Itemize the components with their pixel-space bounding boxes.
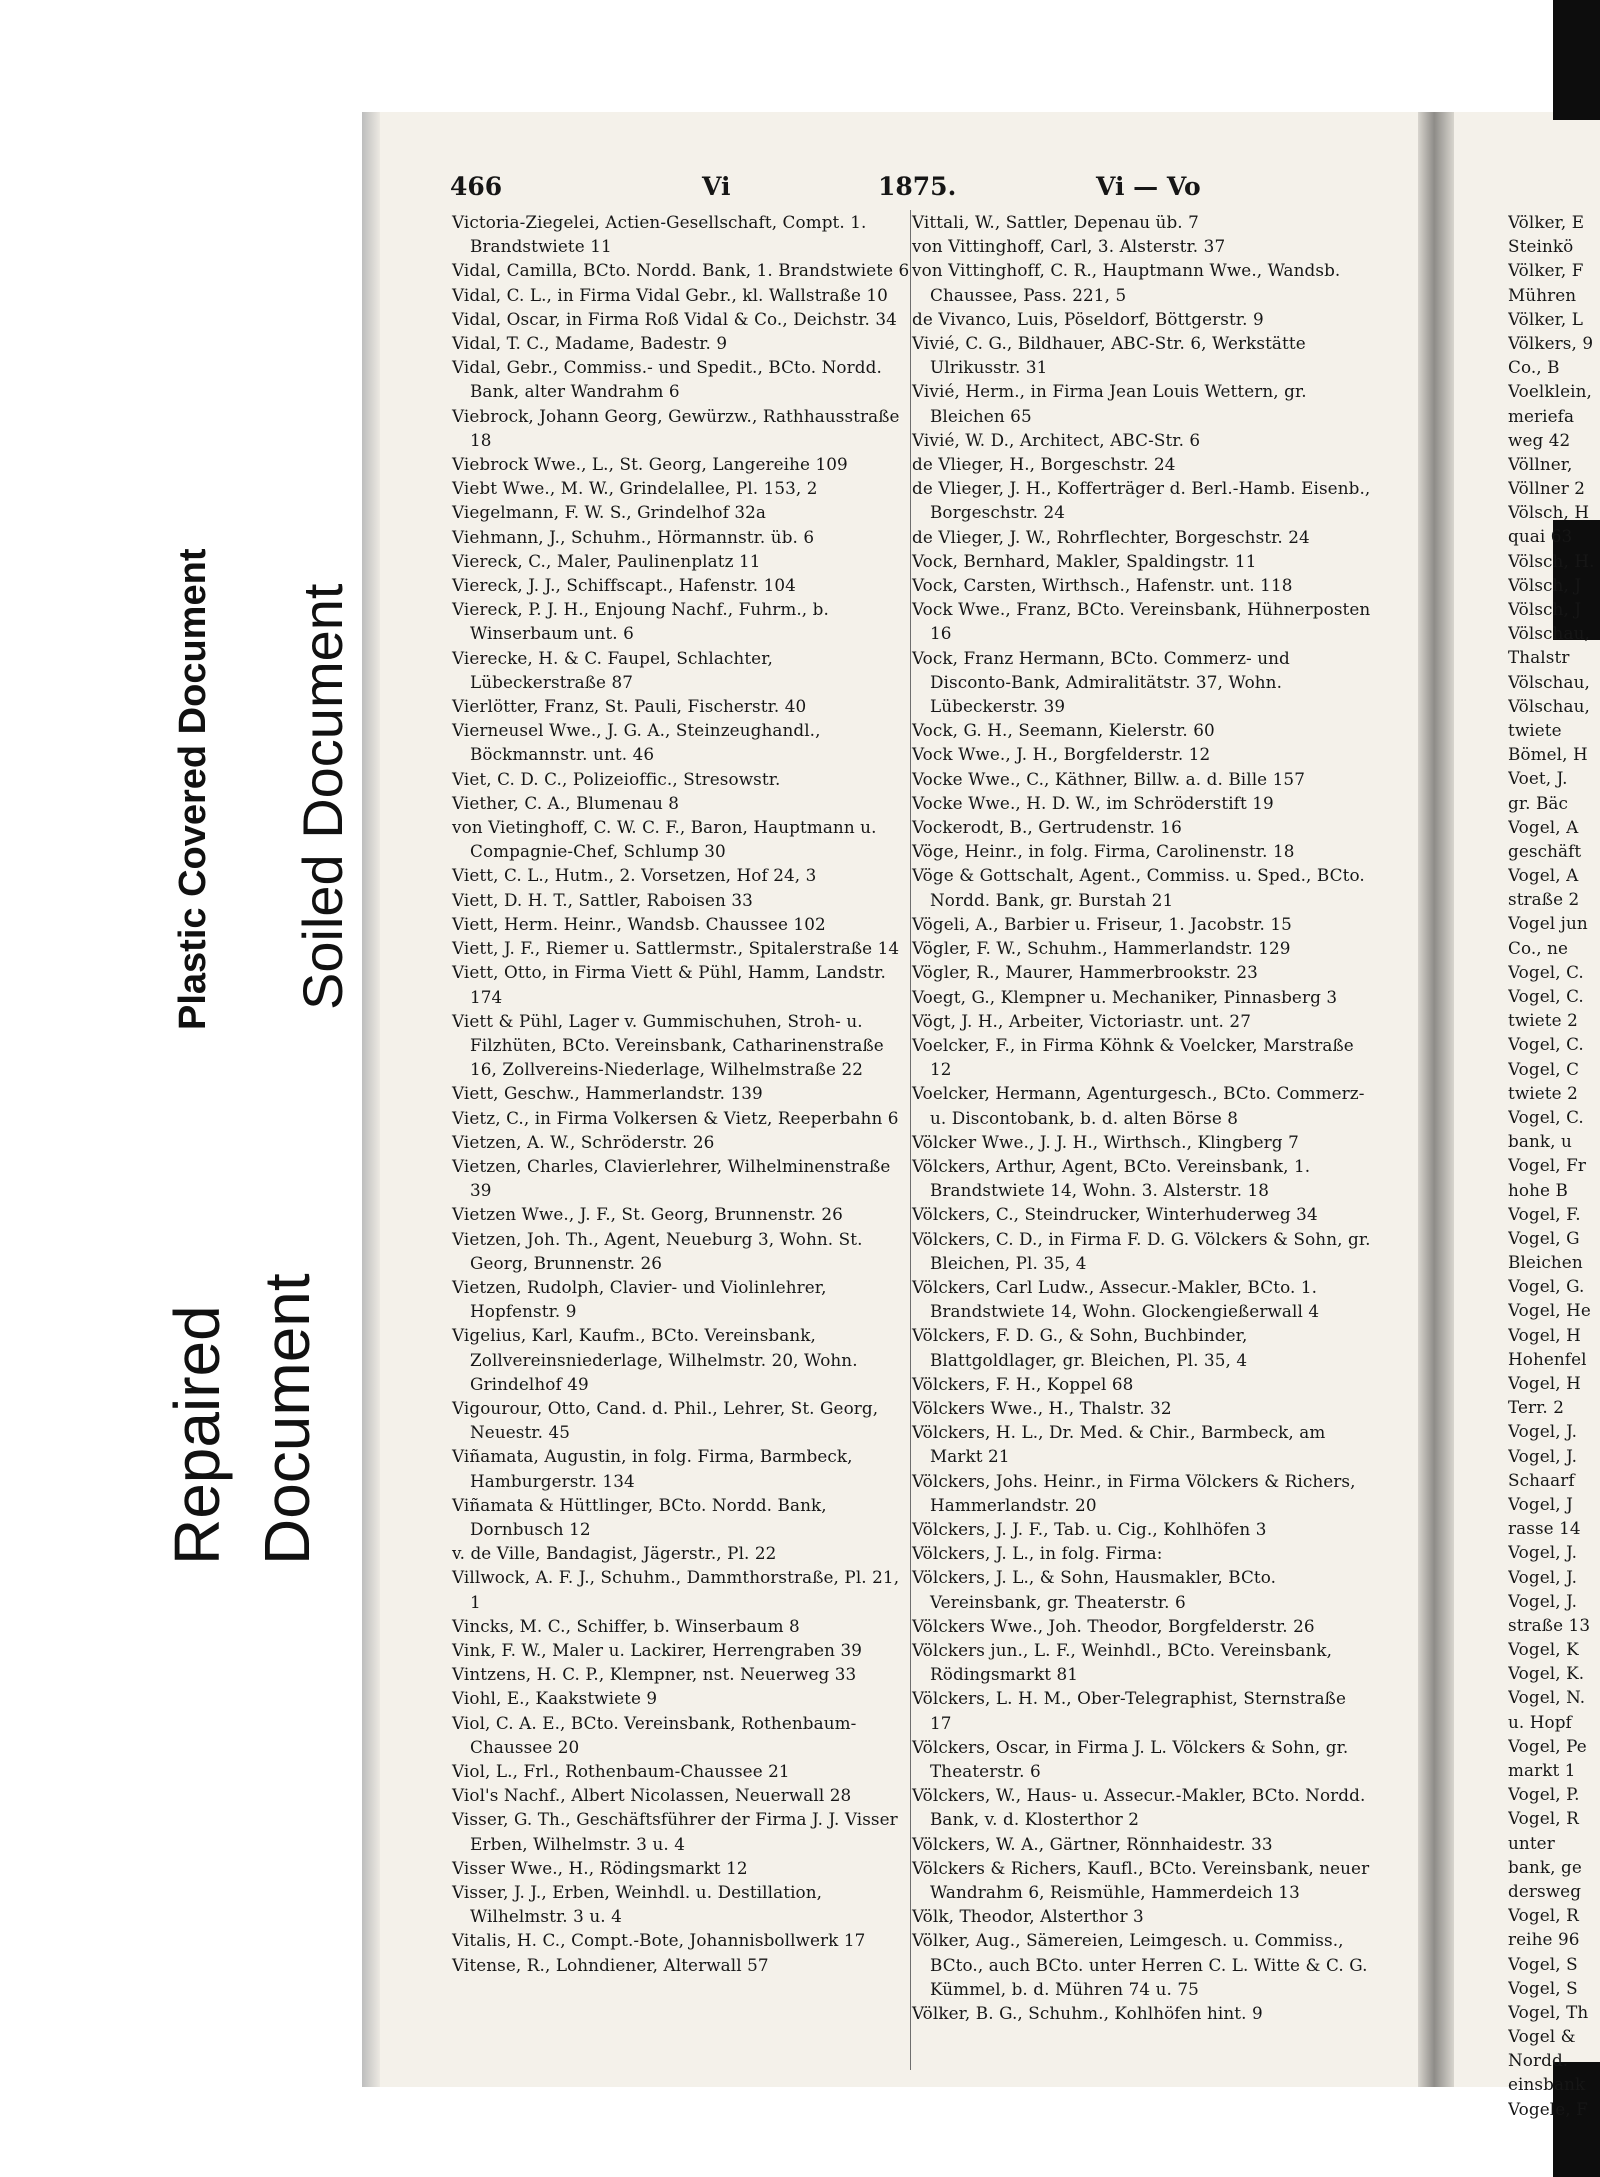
directory-entry-fragment: Vogel jun bbox=[1508, 913, 1588, 934]
directory-entry: Vögler, F. W., Schuhm., Hammerlandstr. 129 bbox=[912, 938, 1291, 959]
directory-entry-fragment: Vogel & bbox=[1508, 2026, 1576, 2047]
directory-entry-fragment: Vogele, F bbox=[1508, 2098, 1588, 2119]
directory-entry: Viett, D. H. T., Sattler, Raboisen 33 bbox=[452, 889, 753, 910]
directory-entry: Völckers jun., L. F., Weinhdl., BCto. Vereinsbank, Rödingsmarkt 81 bbox=[912, 1639, 1333, 1685]
directory-entry: Viebrock Wwe., L., St. Georg, Langereihe 109 bbox=[452, 454, 848, 475]
directory-entry: Völckers, F. D. G., & Sohn, Buchbinder, Blattgoldlager, gr. Bleichen, Pl. 35, 4 bbox=[912, 1325, 1248, 1370]
directory-entry: Viñamata & Hüttlinger, BCto. Nordd. Bank, Dornbusch 12 bbox=[452, 1494, 827, 1539]
book-gutter bbox=[1418, 112, 1454, 2087]
directory-entry-fragment: bank, ge bbox=[1508, 1856, 1582, 1877]
directory-entry: Vögeli, A., Barbier u. Friseur, 1. Jacobstr. 15 bbox=[912, 913, 1292, 934]
directory-entry-fragment: Vogel, A bbox=[1508, 865, 1579, 886]
directory-entry: Viett, Otto, in Firma Viett & Pühl, Hamm, Landstr. 174 bbox=[452, 962, 886, 1007]
directory-entry-fragment: meriefa bbox=[1508, 405, 1575, 426]
directory-entry: Völckers & Richers, Kaufl., BCto. Vereinsbank, neuer Wandrahm 6, Reismühle, Hammerdeich 13 bbox=[912, 1857, 1370, 1903]
directory-entry-fragment: Völsch, J bbox=[1508, 574, 1582, 595]
directory-entry: Viebt Wwe., M. W., Grindelallee, Pl. 153, 2 bbox=[452, 478, 818, 499]
directory-entry-fragment: rasse 14 bbox=[1508, 1518, 1581, 1539]
directory-entry: Viohl, E., Kaakstwiete 9 bbox=[452, 1688, 658, 1709]
directory-entry-fragment: Thalstr bbox=[1508, 647, 1570, 668]
directory-entry: Völckers, L. H. M., Ober-Telegraphist, Sternstraße 17 bbox=[912, 1688, 1347, 1733]
directory-entry-fragment: dersweg bbox=[1508, 1880, 1582, 1901]
directory-entry-fragment: Vogel, J. bbox=[1508, 1445, 1578, 1466]
directory-entry-fragment: Vogel, J. bbox=[1508, 1566, 1578, 1587]
directory-entry: Vietzen, Rudolph, Clavier- und Violinlehrer, Hopfenstr. 9 bbox=[452, 1276, 827, 1322]
directory-entry: Völckers, J. L., in folg. Firma: bbox=[912, 1543, 1163, 1564]
directory-entry-fragment: Völlner, bbox=[1508, 453, 1573, 474]
plastic-covered-label: Plastic Covered Document bbox=[172, 548, 214, 1030]
directory-entry-fragment: Vogel, J. bbox=[1508, 1421, 1578, 1442]
directory-column-right bbox=[912, 210, 1372, 2025]
directory-entry: Völckers Wwe., H., Thalstr. 32 bbox=[912, 1397, 1172, 1418]
directory-entry: Vivié, C. G., Bildhauer, ABC-Str. 6, Werkstätte Ulrikusstr. 31 bbox=[912, 333, 1306, 378]
directory-entry: Vitalis, H. C., Compt.-Bote, Johannisbollwerk 17 bbox=[452, 1930, 866, 1951]
directory-entry-fragment: Völschau, bbox=[1508, 695, 1590, 716]
directory-entry: Viett, Geschw., Hammerlandstr. 139 bbox=[452, 1083, 763, 1104]
directory-entry-fragment: Völlner 2 bbox=[1508, 478, 1586, 499]
repaired-label-line1: Repaired bbox=[161, 1305, 233, 1565]
directory-entry: Voegt, G., Klempner u. Mechaniker, Pinnasberg 3 bbox=[912, 986, 1338, 1007]
directory-entry: Vock Wwe., J. H., Borgfelderstr. 12 bbox=[912, 744, 1211, 765]
directory-entry: Vidal, Oscar, in Firma Roß Vidal & Co., Deichstr. 34 bbox=[452, 308, 897, 329]
directory-entry: Vock Wwe., Franz, BCto. Vereinsbank, Hühnerposten 16 bbox=[912, 599, 1371, 644]
directory-entry: Vögt, J. H., Arbeiter, Victoriastr. unt. 27 bbox=[912, 1010, 1251, 1031]
directory-entry: Viet, C. D. C., Polizeioffic., Stresowstr. bbox=[452, 768, 781, 789]
page-edge-shadow bbox=[362, 112, 380, 2087]
running-head-left: Vi bbox=[702, 172, 731, 201]
directory-entry-fragment: Hohenfel bbox=[1508, 1348, 1587, 1369]
directory-entry-fragment: Völker, L bbox=[1508, 308, 1584, 329]
directory-entry: Vietzen, Joh. Th., Agent, Neueburg 3, Wohn. St. Georg, Brunnenstr. 26 bbox=[452, 1228, 863, 1273]
directory-entry-fragment: Vogel, Pe bbox=[1508, 1735, 1587, 1756]
directory-entry: Vock, Franz Hermann, BCto. Commerz- und Disconto-Bank, Admiralitätstr. 37, Wohn. Lübeckerstr. 39 bbox=[912, 647, 1290, 717]
directory-entry: Völckers, W., Haus- u. Assecur.-Makler, BCto. Nordd. Bank, v. d. Klosterthor 2 bbox=[912, 1785, 1366, 1830]
directory-entry: Visser, J. J., Erben, Weinhdl. u. Destillation, Wilhelmstr. 3 u. 4 bbox=[452, 1882, 823, 1927]
directory-entry-fragment: Vogel, K bbox=[1508, 1639, 1579, 1660]
directory-entry: v. de Ville, Bandagist, Jägerstr., Pl. 22 bbox=[452, 1543, 777, 1564]
page-header bbox=[450, 172, 1250, 202]
directory-entry: Voelcker, F., in Firma Köhnk & Voelcker, Marstraße 12 bbox=[912, 1034, 1354, 1080]
directory-entry-fragment: Vogel, H bbox=[1508, 1324, 1581, 1345]
column-divider bbox=[910, 210, 911, 2070]
directory-entry-fragment: reihe 96 bbox=[1508, 1929, 1580, 1950]
directory-entry-fragment: einsbank bbox=[1508, 2074, 1586, 2095]
directory-entry: von Vittinghoff, Carl, 3. Alsterstr. 37 bbox=[912, 236, 1226, 257]
directory-entry-fragment: hohe B bbox=[1508, 1179, 1568, 1200]
directory-entry-fragment: Vogel, C. bbox=[1508, 961, 1584, 982]
page-year: 1875. bbox=[878, 172, 957, 201]
directory-entry-fragment: bank, u bbox=[1508, 1131, 1572, 1152]
directory-entry-fragment: Vogel, N. bbox=[1508, 1687, 1586, 1708]
directory-entry-fragment: Vogel, C bbox=[1508, 1058, 1580, 1079]
directory-entry: Vocke Wwe., H. D. W., im Schröderstift 19 bbox=[912, 792, 1274, 813]
directory-entry-fragment: twiete 2 bbox=[1508, 1082, 1578, 1103]
directory-entry-fragment: Völker, E bbox=[1508, 212, 1585, 232]
directory-entry-fragment: Vogel, G bbox=[1508, 1227, 1580, 1248]
directory-entry: Vietzen, A. W., Schröderstr. 26 bbox=[452, 1131, 715, 1152]
directory-entry: Vietzen Wwe., J. F., St. Georg, Brunnenstr. 26 bbox=[452, 1204, 843, 1225]
directory-entry: Visser Wwe., H., Rödingsmarkt 12 bbox=[452, 1857, 748, 1878]
directory-entry: Villwock, A. F. J., Schuhm., Dammthorstraße, Pl. 21, 1 bbox=[452, 1567, 900, 1612]
directory-entry: de Vlieger, J. H., Kofferträger d. Berl.-Hamb. Eisenb., Borgeschstr. 24 bbox=[912, 478, 1371, 523]
directory-entry-fragment: Terr. 2 bbox=[1508, 1397, 1565, 1418]
directory-entry: Viehmann, J., Schuhm., Hörmannstr. üb. 6 bbox=[452, 526, 815, 547]
directory-entry: Viol, L., Frl., Rothenbaum-Chaussee 21 bbox=[452, 1761, 790, 1781]
directory-entry-fragment: geschäft bbox=[1508, 840, 1582, 861]
directory-entry: de Vlieger, J. W., Rohrflechter, Borgeschstr. 24 bbox=[912, 526, 1310, 547]
black-tab-top bbox=[1553, 0, 1600, 120]
directory-entry-fragment: Vogel, J. bbox=[1508, 1590, 1578, 1611]
directory-entry: Völckers, H. L., Dr. Med. & Chir., Barmbeck, am Markt 21 bbox=[912, 1422, 1326, 1467]
directory-entry-fragment: Völkers, 9 bbox=[1508, 332, 1594, 353]
directory-entry: Völckers, C. D., in Firma F. D. G. Völckers & Sohn, gr. Bleichen, Pl. 35, 4 bbox=[912, 1228, 1371, 1273]
directory-entry: Vockerodt, B., Gertrudenstr. 16 bbox=[912, 817, 1182, 838]
directory-entry: Voelcker, Hermann, Agenturgesch., BCto. Commerz- u. Discontobank, b. d. alten Börse 8 bbox=[912, 1083, 1365, 1128]
directory-entry: von Vietinghoff, C. W. C. F., Baron, Hauptmann u. Compagnie-Chef, Schlump 30 bbox=[452, 817, 877, 862]
directory-entry-fragment: Steinkö bbox=[1508, 236, 1574, 257]
directory-entry: Viebrock, Johann Georg, Gewürzw., Rathhausstraße 18 bbox=[452, 405, 900, 450]
repaired-label-line2: Document bbox=[251, 1273, 323, 1565]
directory-entry: Viegelmann, F. W. S., Grindelhof 32a bbox=[452, 502, 767, 523]
directory-entry: Vocke Wwe., C., Käthner, Billw. a. d. Bille 157 bbox=[912, 768, 1305, 789]
directory-entry: Victoria-Ziegelei, Actien-Gesellschaft, Compt. 1. Brandstwiete 11 bbox=[452, 212, 867, 257]
directory-entry: de Vlieger, H., Borgeschstr. 24 bbox=[912, 454, 1176, 475]
directory-entry-fragment: quai 63 bbox=[1508, 526, 1573, 547]
directory-entry-fragment: u. Hopf bbox=[1508, 1711, 1572, 1732]
directory-entry: Viol's Nachf., Albert Nicolassen, Neuerwall 28 bbox=[452, 1785, 852, 1806]
directory-entry: Völckers, Johs. Heinr., in Firma Völckers & Richers, Hammerlandstr. 20 bbox=[912, 1470, 1356, 1515]
soiled-document-label: Soiled Document bbox=[291, 583, 354, 1010]
directory-entry: Viether, C. A., Blumenau 8 bbox=[452, 792, 680, 813]
directory-entry: Viereck, P. J. H., Enjoung Nachf., Fuhrm., b. Winserbaum unt. 6 bbox=[452, 599, 829, 644]
directory-entry: Vidal, T. C., Madame, Badestr. 9 bbox=[452, 333, 728, 354]
directory-entry: Vigourour, Otto, Cand. d. Phil., Lehrer, St. Georg, Neuestr. 45 bbox=[452, 1397, 879, 1443]
directory-entry: Völcker Wwe., J. J. H., Wirthsch., Klingberg 7 bbox=[912, 1131, 1299, 1152]
directory-entry: Viol, C. A. E., BCto. Vereinsbank, Rothenbaum-Chaussee 20 bbox=[452, 1712, 857, 1757]
directory-entry-fragment: Vogel, He bbox=[1508, 1300, 1591, 1321]
directory-entry: Vietzen, Charles, Clavierlehrer, Wilhelminenstraße 39 bbox=[452, 1155, 891, 1201]
directory-entry-fragment: straße 2 bbox=[1508, 889, 1580, 910]
directory-entry-fragment: Vogel, J bbox=[1508, 1493, 1573, 1514]
directory-entry-fragment: markt 1 bbox=[1508, 1760, 1576, 1780]
directory-entry: Vigelius, Karl, Kaufm., BCto. Vereinsbank, Zollvereinsniederlage, Wilhelmstr. 20, Wohn. Grindelhof 49 bbox=[452, 1325, 858, 1394]
directory-entry-fragment: twiete bbox=[1508, 719, 1562, 740]
directory-entry-fragment: Vogel, C. bbox=[1508, 1034, 1584, 1055]
directory-entry: Vöge & Gottschalt, Agent., Commiss. u. Sped., BCto. Nordd. Bank, gr. Burstah 21 bbox=[912, 865, 1365, 910]
directory-entry: Vincks, M. C., Schiffer, b. Winserbaum 8 bbox=[452, 1615, 800, 1636]
directory-entry: Vivié, W. D., Architect, ABC-Str. 6 bbox=[912, 429, 1201, 450]
directory-entry-fragment: straße 13 bbox=[1508, 1614, 1591, 1635]
directory-entry-fragment: Co., B bbox=[1508, 357, 1560, 378]
directory-entry: Visser, G. Th., Geschäftsführer der Firma J. J. Visser Erben, Wilhelmstr. 3 u. 4 bbox=[452, 1809, 898, 1854]
directory-entry: Völckers, Arthur, Agent, BCto. Vereinsbank, 1. Brandstwiete 14, Wohn. 3. Alsterstr. 18 bbox=[912, 1155, 1311, 1201]
directory-entry-fragment: Bömel, H bbox=[1508, 744, 1588, 765]
directory-entry-fragment: Vogel, Fr bbox=[1508, 1155, 1586, 1176]
directory-entry: Vintzens, H. C. P., Klempner, nst. Neuerweg 33 bbox=[452, 1664, 857, 1685]
directory-entry-fragment: weg 42 bbox=[1508, 429, 1571, 450]
directory-entry: Vock, G. H., Seemann, Kielerstr. 60 bbox=[912, 720, 1215, 741]
directory-column-left bbox=[452, 210, 910, 1977]
directory-entry-fragment: unter bbox=[1508, 1832, 1555, 1853]
directory-entry: von Vittinghoff, C. R., Hauptmann Wwe., Wandsb. Chaussee, Pass. 221, 5 bbox=[912, 260, 1341, 305]
directory-entry: Vivié, Herm., in Firma Jean Louis Wettern, gr. Bleichen 65 bbox=[912, 381, 1307, 426]
directory-entry-fragment: twiete 2 bbox=[1508, 1010, 1578, 1031]
directory-entry: Vierecke, H. & C. Faupel, Schlachter, Lübeckerstraße 87 bbox=[452, 647, 773, 692]
directory-entry: Vock, Bernhard, Makler, Spaldingstr. 11 bbox=[912, 550, 1257, 571]
directory-entry: Völckers, F. H., Koppel 68 bbox=[912, 1373, 1134, 1394]
directory-entry: Vink, F. W., Maler u. Lackirer, Herrengraben 39 bbox=[452, 1639, 863, 1660]
directory-entry: Vierlötter, Franz, St. Pauli, Fischerstr. 40 bbox=[452, 696, 807, 717]
directory-entry: Völckers, J. J. F., Tab. u. Cig., Kohlhöfen 3 bbox=[912, 1518, 1267, 1539]
directory-entry-fragment: Vogel, P. bbox=[1508, 1784, 1580, 1805]
directory-entry: Viett, Herm. Heinr., Wandsb. Chaussee 102 bbox=[452, 913, 826, 934]
directory-entry-fragment: Vogel, K. bbox=[1508, 1663, 1585, 1684]
directory-entry: Völckers, J. L., & Sohn, Hausmakler, BCto. Vereinsbank, gr. Theaterstr. 6 bbox=[912, 1567, 1277, 1612]
directory-entry: Völckers, Carl Ludw., Assecur.-Makler, BCto. 1. Brandstwiete 14, Wohn. Glockengießerwall 4 bbox=[912, 1276, 1320, 1322]
directory-entry-fragment: Vogel, H bbox=[1508, 1373, 1581, 1393]
directory-entry-fragment: Vogel, R bbox=[1508, 1905, 1579, 1926]
directory-entry: Vidal, Gebr., Commiss.- und Spedit., BCto. Nordd. Bank, alter Wandrahm 6 bbox=[452, 357, 882, 402]
directory-entry: Völckers, W. A., Gärtner, Rönnhaidestr. 33 bbox=[912, 1833, 1273, 1854]
directory-entry-fragment: Vogel, G. bbox=[1508, 1276, 1585, 1297]
directory-entry-fragment: Vogel, C. bbox=[1508, 1106, 1584, 1127]
directory-entry: Vögler, R., Maurer, Hammerbrookstr. 23 bbox=[912, 962, 1258, 983]
directory-entry: de Vivanco, Luis, Pöseldorf, Böttgerstr. 9 bbox=[912, 308, 1264, 329]
directory-entry: Vidal, Camilla, BCto. Nordd. Bank, 1. Brandstwiete 6 bbox=[452, 260, 910, 281]
directory-entry-fragment: Völsch, H. bbox=[1508, 550, 1595, 571]
directory-entry-fragment: Völschau, bbox=[1508, 671, 1590, 692]
directory-entry: Vitense, R., Lohndiener, Alterwall 57 bbox=[452, 1954, 769, 1975]
directory-entry: Vidal, C. L., in Firma Vidal Gebr., kl. Wallstraße 10 bbox=[452, 284, 888, 305]
directory-entry-fragment: Vogel, C. bbox=[1508, 986, 1584, 1006]
directory-entry-fragment: Schaarf bbox=[1508, 1469, 1575, 1490]
directory-entry: Viett & Pühl, Lager v. Gummischuhen, Stroh- u. Filzhüten, BCto. Vereinsbank, Catharinenstraße 16, Zollvereins-Niederlage, Wilhelmstraße 22 bbox=[452, 1010, 884, 1080]
directory-entry-fragment: Mühren bbox=[1508, 284, 1577, 305]
directory-entry: Völckers Wwe., Joh. Theodor, Borgfelderstr. 26 bbox=[912, 1615, 1315, 1636]
directory-entry: Vietz, C., in Firma Volkersen & Vietz, Reeperbahn 6 bbox=[452, 1107, 899, 1128]
directory-entry: Völker, Aug., Sämereien, Leimgesch. u. Commiss., BCto., auch BCto. unter Herren C. L. Witte & C. G. Kümmel, b. d. Mühren 74 u. 75 bbox=[912, 1930, 1368, 1999]
directory-entry-fragment: Voet, J. bbox=[1508, 768, 1568, 789]
directory-entry-fragment: Bleichen bbox=[1508, 1252, 1583, 1273]
directory-entry: Völckers, C., Steindrucker, Winterhuderweg 34 bbox=[912, 1204, 1318, 1225]
directory-entry-fragment: Völschau, bbox=[1508, 623, 1590, 644]
directory-entry-fragment: Vogel, Th bbox=[1508, 2001, 1589, 2022]
directory-entry-fragment: Vogel, A bbox=[1508, 816, 1579, 837]
directory-entry-fragment: Vogel, F. bbox=[1508, 1203, 1581, 1224]
directory-entry-fragment: Völsch, J bbox=[1508, 599, 1582, 619]
directory-entry: Viereck, C., Maler, Paulinenplatz 11 bbox=[452, 550, 761, 571]
directory-column-next-page bbox=[1508, 210, 1600, 2121]
directory-entry-fragment: Völsch, H bbox=[1508, 502, 1590, 523]
directory-entry: Viett, C. L., Hutm., 2. Vorsetzen, Hof 24, 3 bbox=[452, 865, 817, 886]
directory-entry-fragment: Vogel, R bbox=[1508, 1808, 1579, 1829]
directory-entry: Völker, B. G., Schuhm., Kohlhöfen hint. 9 bbox=[912, 2003, 1263, 2024]
directory-entry: Vittali, W., Sattler, Depenau üb. 7 bbox=[912, 212, 1199, 232]
directory-entry: Völckers, Oscar, in Firma J. L. Völckers & Sohn, gr. Theaterstr. 6 bbox=[912, 1736, 1349, 1781]
directory-entry: Vöge, Heinr., in folg. Firma, Carolinenstr. 18 bbox=[912, 841, 1295, 862]
directory-entry: Viereck, J. J., Schiffscapt., Hafenstr. 104 bbox=[452, 575, 796, 596]
directory-entry: Viñamata, Augustin, in folg. Firma, Barmbeck, Hamburgerstr. 134 bbox=[452, 1446, 853, 1491]
directory-entry: Völk, Theodor, Alsterthor 3 bbox=[912, 1906, 1144, 1927]
directory-entry-fragment: Vogel, S bbox=[1508, 1977, 1578, 1998]
directory-entry-fragment: Vogel, S bbox=[1508, 1953, 1578, 1974]
directory-entry: Viett, J. F., Riemer u. Sattlermstr., Spitalerstraße 14 bbox=[452, 938, 900, 959]
directory-entry-fragment: Vogel, J. bbox=[1508, 1542, 1578, 1563]
running-head-right: Vi — Vo bbox=[1096, 172, 1201, 201]
directory-entry-fragment: Nordd. bbox=[1508, 2050, 1569, 2071]
directory-entry: Vock, Carsten, Wirthsch., Hafenstr. unt. 118 bbox=[912, 575, 1293, 596]
directory-entry: Vierneusel Wwe., J. G. A., Steinzeughandl., Böckmannstr. unt. 46 bbox=[452, 720, 821, 765]
page-number: 466 bbox=[450, 172, 503, 201]
directory-entry-fragment: Voelklein, bbox=[1508, 381, 1592, 402]
directory-entry-fragment: Co., ne bbox=[1508, 937, 1569, 958]
directory-entry-fragment: Völker, F bbox=[1508, 260, 1584, 281]
directory-entry-fragment: gr. Bäc bbox=[1508, 792, 1569, 813]
